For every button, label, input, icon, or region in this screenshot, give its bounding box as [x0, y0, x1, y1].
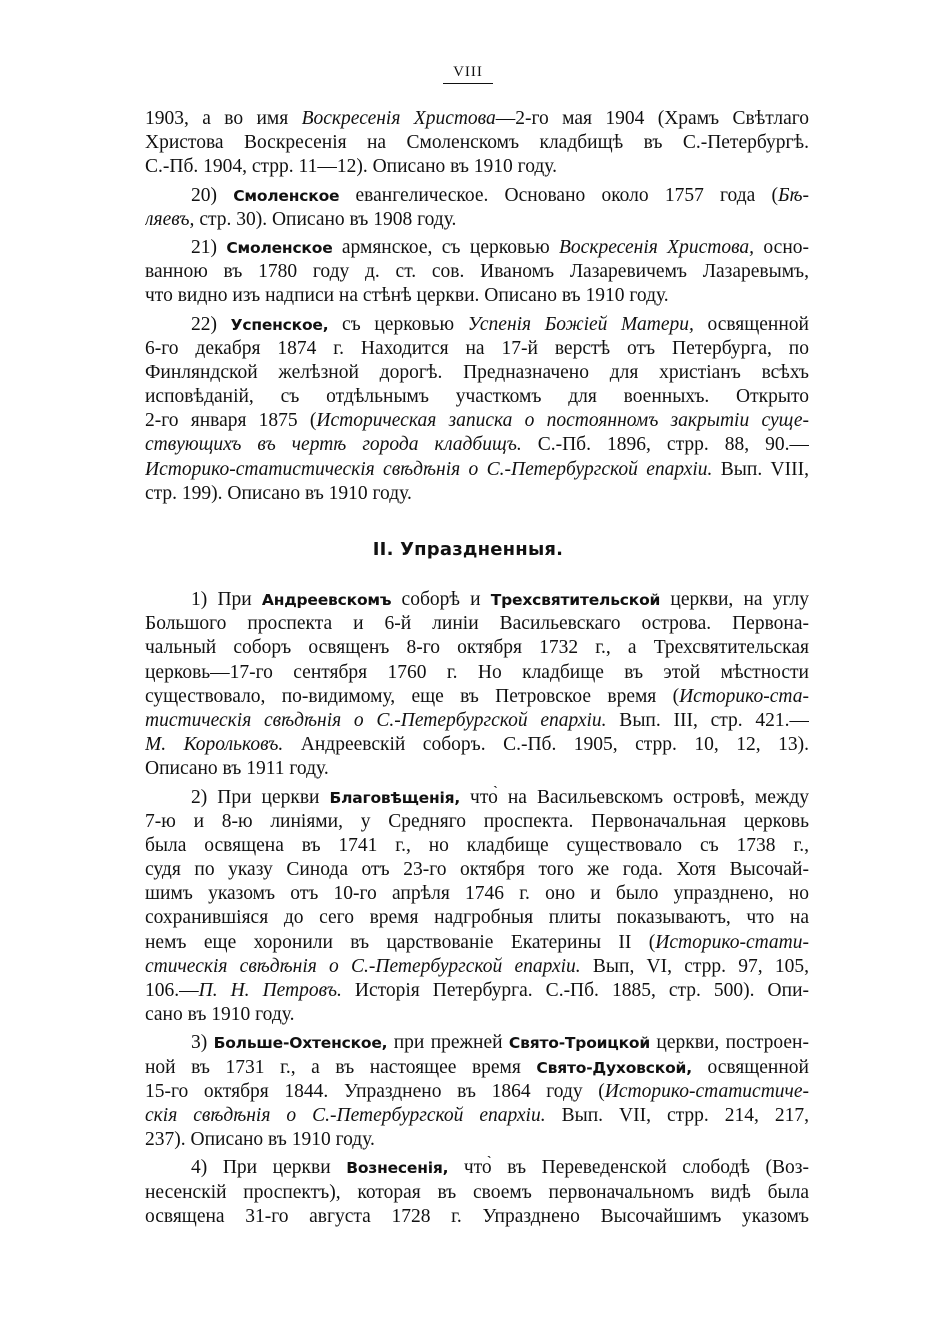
text-line: 15-го октября 1844. Упразднено въ 1864 году (Историко-статистиче-: [145, 1080, 809, 1102]
text-line: шимъ указомъ отъ 10-го апрѣля 1746 г. оно и было упразднено, но: [145, 883, 809, 905]
text-line: Историко-статистическія свѣдѣнія о С.-Петербургской епархіи. Вып. VIII,: [145, 458, 809, 480]
text-line: 21) Смоленское армянское, съ церковью Воскресенія Христова, осно-: [191, 236, 809, 258]
paragraph-item-22: [145, 313, 809, 507]
text-line: Описано въ 1911 году.: [145, 758, 329, 780]
text-line: освящена 31-го августа 1728 г. Упразднено Высочайшимъ указомъ: [145, 1205, 809, 1227]
text-line: 3) Больше-Охтенское, при прежней Свято-Троицкой церкви, построен-: [191, 1032, 809, 1054]
text-line: была освящена въ 1741 г., но кладбище существовало съ 1738 г.,: [145, 834, 809, 856]
text-line: Большого проспекта и 6-й линіи Васильевскаго острова. Первона-: [145, 613, 809, 635]
text-line: немъ еще хоронили въ царствованіе Екатерины II (Историко-стати-: [145, 931, 809, 953]
text-line: С.-Пб. 1904, стрр. 11—12). Описано въ 1910 году.: [145, 156, 557, 178]
paragraph-item-1: [145, 588, 809, 782]
section-heading: II. Упраздненныя.: [372, 539, 564, 560]
text-line: что видно изъ надписи на стѣнѣ церкви. Описано въ 1910 году.: [145, 285, 669, 307]
text-line: стическія свѣдѣнія о С.-Петербургской епархіи. Вып, VI, стрр. 97, 105,: [145, 955, 809, 977]
text-line: Христова Воскресенія на Смоленскомъ кладбищѣ въ С.-Петербургѣ.: [145, 132, 809, 154]
text-line: 2) При церкви Благовѣщенія, что̀ на Васильевскомъ островѣ, между: [191, 786, 809, 808]
text-line: сохранившіяся до сего время надгробныя плиты показываютъ, что на: [145, 907, 809, 929]
text-line: 7-ю и 8-ю линіями, у Средняго проспекта. Первоначальная церковь: [145, 810, 809, 832]
bottom-text-block: [145, 588, 809, 1229]
paragraph-item-2: [145, 786, 809, 1028]
page-number-text: VIII: [443, 64, 493, 84]
text-line: ляевъ, стр. 30). Описано въ 1908 году.: [145, 208, 457, 230]
paragraph-continuation: [145, 107, 809, 180]
text-line: 2-го января 1875 (Историческая записка о постоянномъ закрытіи суще-: [145, 410, 809, 432]
text-line: М. Корольковъ. Андреевскій соборъ. С.-Пб. 1905, стрр. 10, 12, 13).: [145, 734, 809, 756]
paragraph-item-21: [145, 236, 809, 309]
paragraph-item-20: [145, 184, 809, 232]
text-line: 1903, а во имя Воскресенія Христова—2-го мая 1904 (Храмъ Свѣтлаго: [145, 108, 809, 129]
text-line: ной въ 1731 г., а въ настоящее время Свято-Духовской, освященной: [145, 1056, 809, 1078]
text-line: исповѣданій, съ отдѣльнымъ участкомъ для военныхъ. Открыто: [145, 386, 809, 408]
text-line: церковь—17-го сентября 1760 г. Но кладбище въ этой мѣстности: [145, 661, 809, 683]
text-line: ванною въ 1780 году д. ст. сов. Иваномъ Лазаревичемъ Лазаревымъ,: [145, 261, 809, 283]
text-line: тистическія свѣдѣнія о С.-Петербургской епархіи. Вып. III, стр. 421.—: [145, 709, 809, 731]
text-line: 237). Описано въ 1910 году.: [145, 1129, 375, 1151]
page-number: [0, 64, 936, 84]
text-line: чальный соборъ освященъ 8-го октября 1732 г., а Трехсвятительская: [145, 637, 809, 659]
text-line: судя по указу Синода отъ 23-го октября того же года. Хотя Высочай-: [145, 859, 809, 881]
cemetery-name: Успенское,: [230, 315, 329, 334]
text-line: скія свѣдѣнія о С.-Петербургской епархіи. Вып. VII, стрр. 214, 217,: [145, 1104, 809, 1126]
cemetery-name: Смоленское: [233, 186, 340, 205]
text-line: стр. 199). Описано въ 1910 году.: [145, 482, 412, 504]
paragraph-item-4: [145, 1156, 809, 1229]
text-line: существовало, по-видимому, еще въ Петровское время (Историко-ста-: [145, 685, 809, 707]
top-text-block: [145, 107, 809, 506]
paragraph-item-3: [145, 1031, 809, 1152]
text-line: 6-го декабря 1874 г. Находится на 17-й верстѣ отъ Петербурга, по: [145, 337, 809, 359]
text-line: несенскій проспектъ), которая въ своемъ первоначальномъ видѣ была: [145, 1181, 809, 1203]
text-line: 20) Смоленское евангелическое. Основано около 1757 года (Бѣ-: [191, 184, 809, 206]
text-line: 106.—П. Н. Петровъ. Исторія Петербурга. С.-Пб. 1885, стр. 500). Опи-: [145, 980, 809, 1001]
text-line: сано въ 1910 году.: [145, 1004, 295, 1026]
text-line: 22) Успенское, съ церковью Успенія Божіей Матери, освященной: [191, 313, 809, 335]
text-line: ствующихъ въ чертѣ города кладбищъ. С.-Пб. 1896, стрр. 88, 90.—: [145, 434, 809, 456]
text-line: Финляндской желѣзной дорогѣ. Предназначено для христіанъ всѣхъ: [145, 361, 809, 383]
text-line: 1) При Андреевскомъ соборѣ и Трехсвятительской церкви, на углу: [191, 589, 809, 610]
cemetery-name: Смоленское: [226, 238, 333, 257]
text-line: 4) При церкви Вознесенія, что̀ въ Переведенской слободѣ (Воз-: [191, 1157, 809, 1179]
